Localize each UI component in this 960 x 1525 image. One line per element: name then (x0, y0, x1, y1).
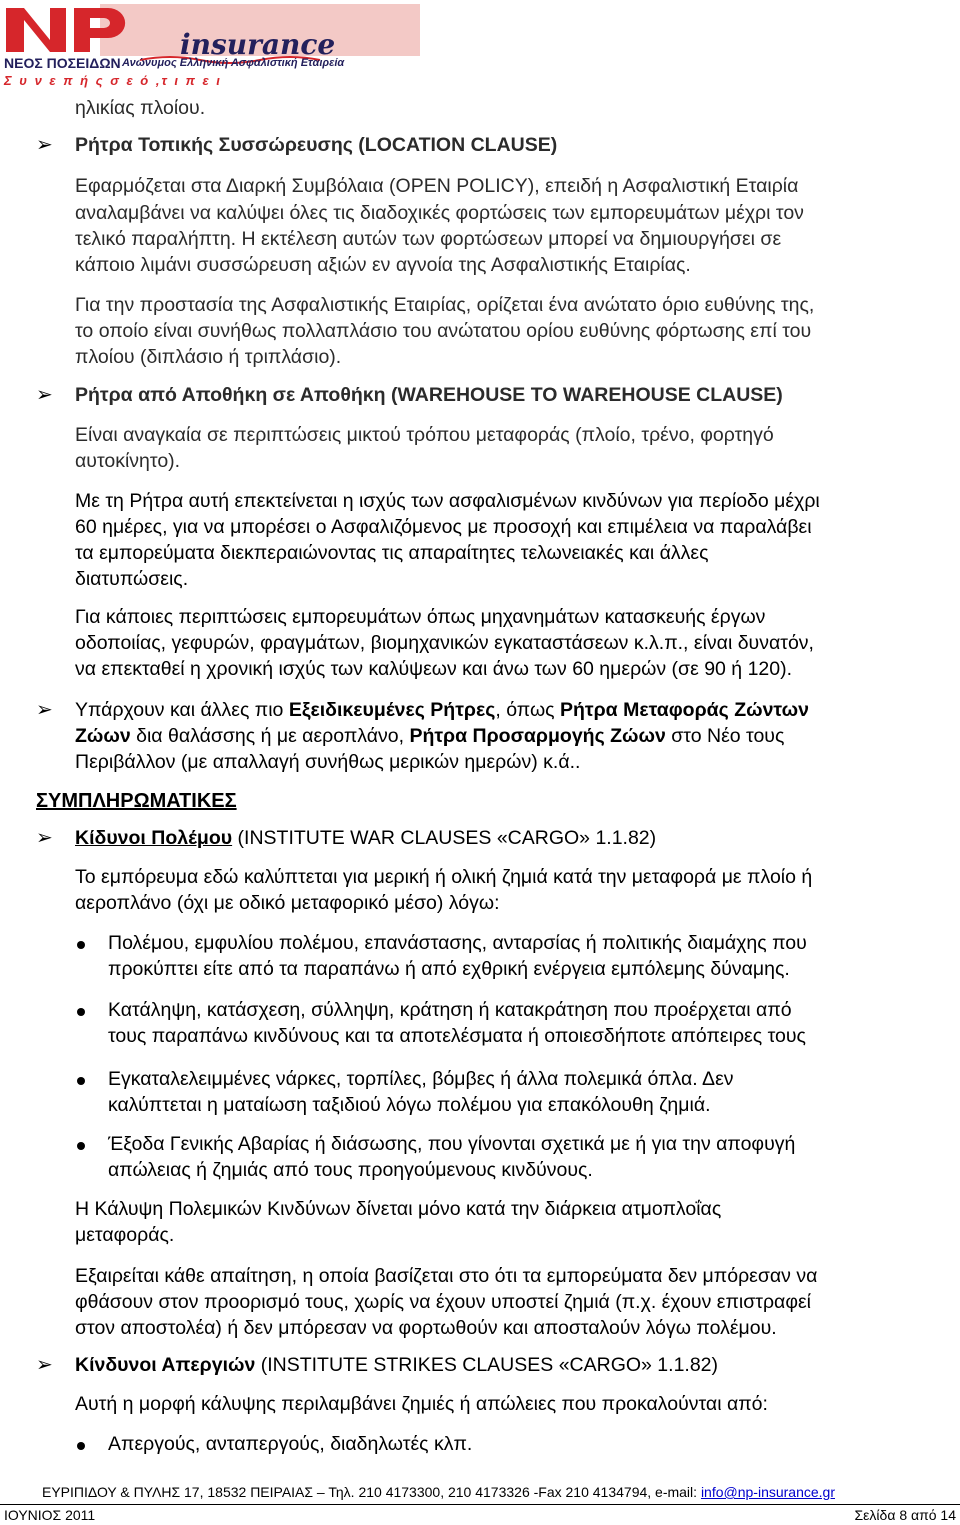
list-item-text: προκύπτει είτε από τα παραπάνω ή από εχθρική ενέργεια εμπόλεμης δύναμης. (108, 958, 790, 980)
text-line: να επεκταθεί η χρονική ισχύς των καλύψεων και άνω των 60 ημερών (σε 90 ή 120). (75, 658, 793, 680)
bullet-dot-icon (77, 1142, 85, 1150)
list-item-text: Πολέμου, εμφυλίου πολέμου, επανάστασης, ανταρσίας ή πολιτικής διαμάχης που (108, 932, 807, 954)
list-item-text: καλύπτεται η ματαίωση ταξιδιού λόγω πολέμου για επακόλουθη ζημιά. (108, 1094, 711, 1116)
text-line: τελικό παραλήπτη. Η εκτέλεση αυτών των φορτώσεων μπορεί να δημιουργήσει σε (75, 228, 782, 250)
text-line: διατυπώσεις. (75, 568, 189, 590)
list-item-text: Εγκαταλελειμμένες νάρκες, τορπίλες, βόμβες ή άλλα πολεμικά όπλα. Δεν (108, 1068, 734, 1090)
footer-page-number: Σελίδα 8 από 14 (854, 1507, 956, 1523)
text-line: τα εμπορεύματα διεκπεραιώνοντας τις απαραίτητες τελωνειακές και άλλες (75, 542, 709, 564)
brand-subtitle: Ανώνυμος Ελληνική Ασφαλιστική Εταιρεία (122, 57, 345, 69)
list-item-text: απώλειας ή ζημιάς από τους προηγούμενους κινδύνους. (108, 1159, 593, 1181)
special-clauses-line-1: Υπάρχουν και άλλες πιο Εξειδικευμένες Ρήτρες, όπως Ρήτρα Μεταφοράς Ζώντων (75, 699, 809, 721)
arrow-bullet-icon: ➢ (36, 134, 53, 156)
text-line: πλοίου (διπλάσιο ή τριπλάσιο). (75, 346, 342, 368)
bullet-dot-icon (77, 1008, 85, 1016)
text-line: Για κάποιες περιπτώσεις εμπορευμάτων όπως μηχανημάτων κατασκευής έργων (75, 606, 766, 628)
text-line: το οποίο είναι συνήθως πολλαπλάσιο του ανώτατου ορίου ευθύνης φόρτωσης επί του (75, 320, 812, 342)
arrow-bullet-icon: ➢ (36, 384, 53, 406)
text-line: Με τη Ρήτρα αυτή επεκτείνεται η ισχύς των ασφαλισμένων κινδύνων για περίοδο μέχρι (75, 490, 820, 512)
text-line: 60 ημέρες, για να μπορέσει ο Ασφαλιζόμενος με προσοχή και επιμέλεια να παραλάβει (75, 516, 812, 538)
clause-heading-warehouse: Ρήτρα από Αποθήκη σε Αποθήκη (WAREHOUSE TO WAREHOUSE CLAUSE) (75, 384, 783, 406)
list-item-text: τους παραπάνω κινδύνους και τα αποτελέσματα ή οποιεσδήποτε απόπειρες τους (108, 1025, 806, 1047)
text-line: Αυτή η μορφή κάλυψης περιλαμβάνει ζημιές ή απώλειες που προκαλούνται από: (75, 1393, 768, 1415)
text-line: Εφαρμόζεται στα Διαρκή Συμβόλαια (OPEN POLICY), επειδή η Ασφαλιστική Εταιρία (75, 175, 799, 197)
list-item-text: Απεργούς, ανταπεργούς, διαδηλωτές κλπ. (108, 1433, 473, 1455)
section-heading: ΣΥΜΠΛΗΡΩΜΑΤΙΚΕΣ (36, 790, 237, 812)
text-line: μεταφοράς. (75, 1224, 175, 1246)
text-line: φθάσουν στον προορισμό τους, χωρίς να έχουν υποστεί ζημιά (π.χ. έχουν επιστραφεί (75, 1291, 812, 1313)
bullet-dot-icon (77, 1077, 85, 1085)
text-line: Εξαιρείται κάθε απαίτηση, η οποία βασίζεται στο ότι τα εμπορεύματα δεν μπόρεσαν να (75, 1265, 818, 1287)
bullet-dot-icon (77, 1442, 85, 1450)
war-risks-heading: Κίδυνοι Πολέμου (INSTITUTE WAR CLAUSES «CARGO» 1.1.82) (75, 827, 657, 849)
arrow-bullet-icon: ➢ (36, 1354, 53, 1376)
text-line: Περιβάλλον (με απαλλαγή συνήθως μερικών ημερών) κ.ά.. (75, 751, 581, 773)
clause-heading-location: Ρήτρα Τοπικής Συσσώρευσης (LOCATION CLAUSE) (75, 134, 558, 156)
text-line: Η Κάλυψη Πολεμικών Κινδύνων δίνεται μόνο κατά την διάρκεια ατμοπλοΐας (75, 1198, 722, 1220)
arrow-bullet-icon: ➢ (36, 699, 53, 721)
text-line: Το εμπόρευμα εδώ καλύπτεται για μερική ή ολική ζημιά κατά την μεταφορά με πλοίο ή (75, 866, 813, 888)
company-logo (0, 0, 425, 92)
special-clauses-line-2: Ζώων δια θαλάσσης ή με αεροπλάνο, Ρήτρα Προσαρμογής Ζώων στο Νέο τους (75, 725, 785, 747)
footer-date: ΙΟΥΝΙΟΣ 2011 (4, 1507, 96, 1523)
list-item-text: Κατάληψη, κατάσχεση, σύλληψη, κράτηση ή κατακράτηση που προέρχεται από (108, 999, 792, 1021)
text-line: αναλαμβάνει να καλύψει όλες τις διαδοχικές φορτώσεις των εμπορευμάτων μέχρι τον (75, 202, 804, 224)
text-line: αυτοκίνητο). (75, 450, 181, 472)
brand-tagline: Σ υ ν ε π ή ς σ ε ό ,τ ι π ε ι (4, 73, 222, 88)
footer-divider (0, 1504, 960, 1505)
text-line: Για την προστασία της Ασφαλιστικής Εταιρίας, ορίζεται ένα ανώτατο όριο ευθύνης της, (75, 294, 815, 316)
arrow-bullet-icon: ➢ (36, 827, 53, 849)
text-line: ηλικίας πλοίου. (75, 97, 206, 119)
text-line: οδοποιίας, γεφυρών, φραγμάτων, βιομηχανικών εγκαταστάσεων κ.λ.π., είναι δυνατόν, (75, 632, 814, 654)
email-link[interactable]: info@np-insurance.gr (700, 1484, 835, 1500)
brand-insurance: insurance (180, 28, 336, 61)
brand-name: ΝΕΟΣ ΠΟΣΕΙΔΩΝ (4, 55, 121, 71)
text-line: Είναι αναγκαία σε περιπτώσεις μικτού τρόπου μεταφοράς (πλοίο, τρένο, φορτηγό (75, 424, 774, 446)
strike-risks-heading: Κίνδυνοι Απεργιών (INSTITUTE STRIKES CLAUSES «CARGO» 1.1.82) (75, 1354, 719, 1376)
text-line: στον αποστολέα) ή δεν μπόρεσαν να φορτωθούν και αποσταλούν λόγω πολέμου. (75, 1317, 777, 1339)
footer-address: ΕΥΡΙΠΙΔΟΥ & ΠΥΛΗΣ 17, 18532 ΠΕΙΡΑΙΑΣ – Τηλ. 210 4173300, 210 4173326 -Fax 210 4134794, e-mail: info@np-insurance.gr (42, 1484, 835, 1500)
list-item-text: Έξοδα Γενικής Αβαρίας ή διάσωσης, που γίνονται σχετικά με ή για την αποφυγή (108, 1133, 796, 1155)
bullet-dot-icon (77, 941, 85, 949)
text-line: κάποιο λιμάνι συσσώρευση αξιών εν αγνοία της Ασφαλιστικής Εταιρίας. (75, 254, 691, 276)
text-line: αεροπλάνο (όχι με οδικό μεταφορικό μέσο) λόγω: (75, 892, 500, 914)
